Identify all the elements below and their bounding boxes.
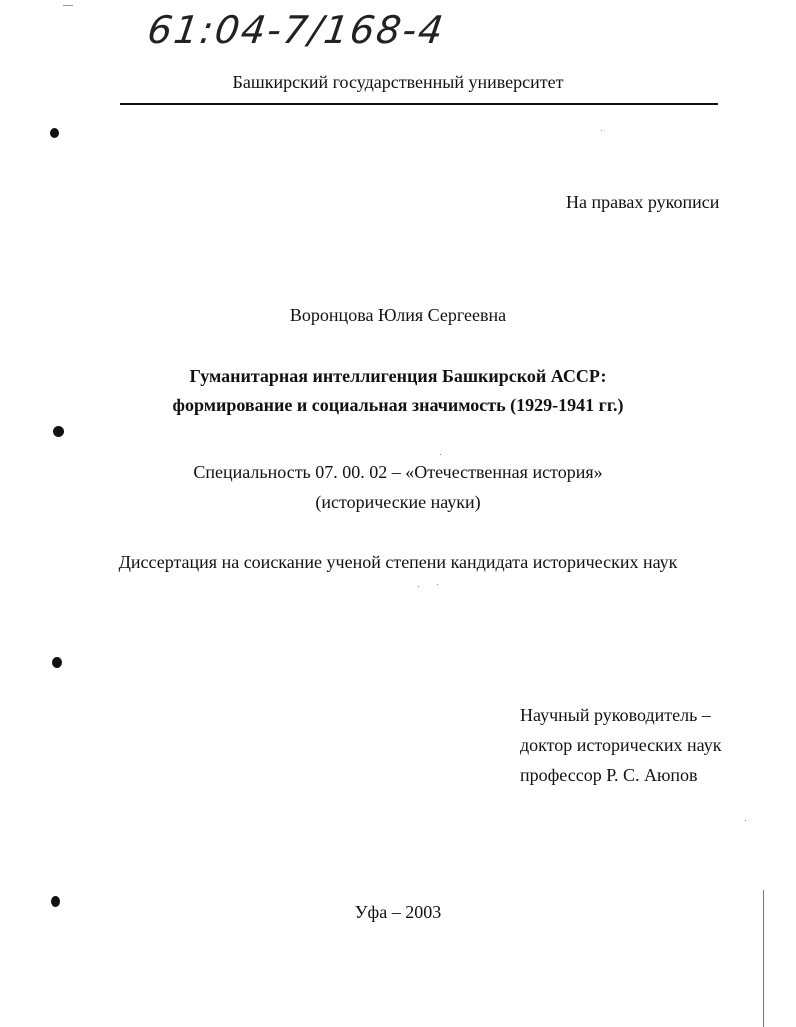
punch-hole-mark <box>51 896 60 907</box>
dissertation-statement: Диссертация на соискание ученой степени кандидата исторических наук <box>118 552 678 572</box>
dissertation-title-line1: Гуманитарная интеллигенция Башкирской АССР: <box>189 366 607 386</box>
scan-speck <box>601 130 602 131</box>
supervisor-block <box>520 700 722 790</box>
scan-speck <box>745 820 746 821</box>
scan-speck <box>440 454 441 455</box>
specialty-line2: (исторические науки) <box>315 492 481 512</box>
dissertation-title-line2: формирование и социальная значимость (1929-1941 гг.) <box>172 395 624 415</box>
supervisor-name: профессор Р. С. Аюпов <box>520 765 698 785</box>
supervisor-degree: доктор исторических наук <box>520 735 722 755</box>
archive-code-handwritten: 61:04-7/168-4 <box>144 8 448 52</box>
author-name: Воронцова Юлия Сергеевна <box>289 305 507 325</box>
scan-mark <box>63 0 73 6</box>
scan-speck <box>418 586 419 587</box>
punch-hole-mark <box>52 657 62 668</box>
punch-hole-mark <box>53 426 64 437</box>
specialty-line1: Специальность 07. 00. 02 – «Отечественная история» <box>193 462 603 482</box>
university-name: Башкирский государственный университет <box>232 72 564 92</box>
city-year: Уфа – 2003 <box>354 902 442 922</box>
punch-hole-mark <box>50 128 59 138</box>
scan-edge-line <box>763 890 764 1027</box>
header-rule <box>120 103 718 105</box>
scan-speck <box>437 584 438 585</box>
supervisor-role: Научный руководитель – <box>520 705 711 725</box>
manuscript-rights: На правах рукописи <box>566 192 720 212</box>
